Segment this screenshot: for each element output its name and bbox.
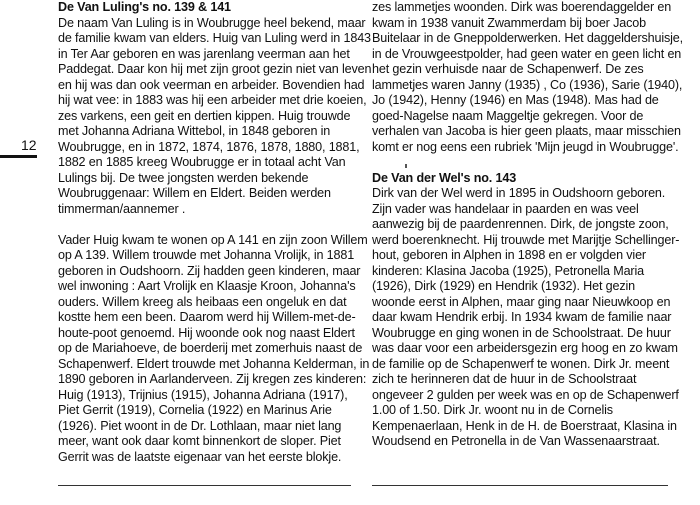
text-line: houte-poot genoemd. Hij woonde ook nog naast Eldert bbox=[58, 325, 355, 340]
right-column bbox=[372, 0, 683, 450]
text-line: Gerrit was de laatste eigenaar van het eerste blokje. bbox=[58, 449, 342, 464]
text-line: Buitelaar in de Gneppolderwerken. Het daggeldershuisje, bbox=[372, 31, 683, 45]
text-line: Paddegat. Daar kon hij met zijn groot gezin niet van leven bbox=[58, 62, 372, 76]
text-line: kinderen: Klasina Jacoba (1925), Petronella Maria bbox=[372, 263, 644, 278]
text-line: (1926). Piet woont in de Dr. Lothlaan, maar niet lang bbox=[58, 418, 342, 433]
paragraph-van-der-wel bbox=[372, 186, 680, 450]
text-line: zich te herinneren dat de huur in de Schoolstraat bbox=[372, 372, 637, 386]
text-line: Piet Gerrit (1919), Cornelia (1922) en Marinus Arie bbox=[58, 403, 332, 417]
text-line: de familie kwam van elders. Huig van Luling werd in 1843 bbox=[58, 31, 371, 45]
text-line: 1882 en 1885 kreeg Woubrugge er in totaal acht Van bbox=[58, 155, 346, 169]
text-line: werd boerenknecht. Hij trouwde met Marijtje Schellinger- bbox=[372, 232, 680, 247]
text-line: in Ter Aar geboren en was jarenlang veerman aan het bbox=[58, 46, 350, 61]
footer-rule-right bbox=[372, 485, 668, 486]
text-line: Woubruggenaar: Willem en Eldert. Beiden werden bbox=[58, 186, 331, 200]
footer-rule-left bbox=[58, 485, 351, 486]
text-line: komt er nog eens een rubriek 'Mijn jeugd in Woubrugge'. bbox=[372, 139, 679, 154]
text-line: (1926), Dirk (1929) en Hendrik (1932). Het gezin bbox=[372, 279, 635, 293]
text-line: ouders. Willem kreeg als heibaas een ongeluk en dat bbox=[58, 294, 347, 309]
text-line: Dirk van der Wel werd in 1895 in Oudshoorn geboren. bbox=[372, 186, 666, 200]
text-line: woonde eerst in Alphen, maar ging naar Nieuwkoop en bbox=[372, 294, 671, 309]
paragraph-gap bbox=[372, 155, 674, 171]
text-line: hout, geboren in Alphen in 1898 en er volgden vier bbox=[372, 248, 646, 262]
section-title-van-der-wel: De Van der Wel's no. 143 bbox=[372, 170, 517, 185]
text-line: geboren in Oudshoorn. Zij hadden geen kinderen, maar bbox=[58, 263, 361, 278]
text-line: Woubrugge en ging wonen in de Schoolstraat. De huur bbox=[372, 325, 671, 340]
text-line: kostte hem een been. Daarom werd hij Willem-met-de- bbox=[58, 310, 356, 324]
text-line: verhalen van Jacoba is hier geen plaats, maar misschien bbox=[372, 124, 681, 138]
text-line: op de Mariahoeve, de boerderij met zomerhuis naast de bbox=[58, 341, 363, 355]
text-line: ongeveer 2 gulden per week was en op de Schapenwerf bbox=[372, 387, 679, 402]
section-title-van-luling: De Van Luling's no. 139 & 141 bbox=[58, 0, 231, 14]
text-line: Lulings bij. De twee jongsten werden bekende bbox=[58, 170, 309, 185]
text-line: hij wat vee: in 1883 was hij een arbeider met drie koeien, bbox=[58, 93, 367, 107]
text-line: 1.00 of 1.50. Dirk Jr. woont nu in de Cornelis bbox=[372, 403, 613, 417]
text-line: Jo (1942), Henny (1946) en Mas (1948). Mas had de bbox=[372, 93, 659, 107]
text-line: daar kwam Hendrik erbij. In 1934 kwam de familie naar bbox=[372, 310, 672, 324]
text-line: aanwezig bij de paardenrennen. Dirk, de jongste zoon, bbox=[372, 217, 669, 231]
paragraph-van-luling-intro bbox=[58, 15, 372, 218]
scan-speck bbox=[405, 164, 407, 168]
text-line: het gezin verhuisde naar de Schapenwerf. De zes bbox=[372, 62, 644, 76]
text-line: wel inwoning : Aart Vrolijk en Klaasje Kroon, Johanna's bbox=[58, 279, 356, 293]
text-line: Huig (1913), Trijnius (1915), Johanna Adriana (1917), bbox=[58, 387, 348, 402]
text-line: Kempenaerlaan, Henk in de H. de Boerstraat, Klasina in bbox=[372, 418, 677, 433]
text-line: Schapenwerf. Eldert trouwde met Johanna Kelderman, in bbox=[58, 356, 370, 371]
text-line: goed-Nagelse naam Maggeltje gekregen. Voor de bbox=[372, 108, 644, 123]
text-line: Woudsend en Petronella in de Van Wassenaarstraat. bbox=[372, 434, 660, 448]
text-line: op A 139. Willem trouwde met Johanna Vrolijk, in 1881 bbox=[58, 248, 355, 262]
text-line: en hij was dan ook veerman en arbeider. Bovendien had bbox=[58, 77, 365, 92]
paragraph-lammetjes bbox=[372, 0, 683, 155]
text-line: met Johanna Adriana Wittebol, in 1848 geboren in bbox=[58, 124, 331, 138]
page-number-rule bbox=[0, 155, 37, 158]
text-line: Zijn vader was handelaar in paarden en was veel bbox=[372, 201, 639, 216]
paragraph-van-luling-family bbox=[58, 232, 370, 466]
page-number: 12 bbox=[21, 137, 37, 153]
text-line: in de Vrouwgeestpolder, had geen water en geen licht en bbox=[372, 46, 682, 61]
text-line: meer, want ook daar komt binnenkort de sloper. Piet bbox=[58, 434, 341, 448]
text-line: de familie op de Schapenwerf te wonen. Dirk Jr. meent bbox=[372, 356, 670, 371]
paragraph-gap bbox=[58, 217, 358, 233]
text-line: zes lammetjes woonden. Dirk was boerendaggelder en bbox=[372, 0, 672, 14]
text-line: zes varkens, een geit en dertien kippen. Huig trouwde bbox=[58, 108, 351, 123]
text-line: De naam Van Luling is in Woubrugge heel bekend, maar bbox=[58, 15, 366, 30]
text-line: timmerman/aannemer . bbox=[58, 201, 186, 216]
left-column bbox=[58, 0, 372, 465]
text-line: Vader Huig kwam te wonen op A 141 en zijn zoon Willem bbox=[58, 232, 368, 247]
text-line: Woubrugge, en in 1872, 1874, 1876, 1878, 1880, 1881, bbox=[58, 139, 360, 154]
text-line: kwam in 1938 vanuit Zwammerdam bij boer Jacob bbox=[372, 15, 646, 30]
text-line: lammetjes waren Janny (1935) , Co (1936), Sarie (1940), bbox=[372, 77, 683, 92]
text-line: was daar voor een arbeidersgezin erg hoog en zo kwam bbox=[372, 341, 678, 355]
text-line: 1890 geboren in Aarlanderveen. Zij kregen zes kinderen: bbox=[58, 372, 367, 386]
